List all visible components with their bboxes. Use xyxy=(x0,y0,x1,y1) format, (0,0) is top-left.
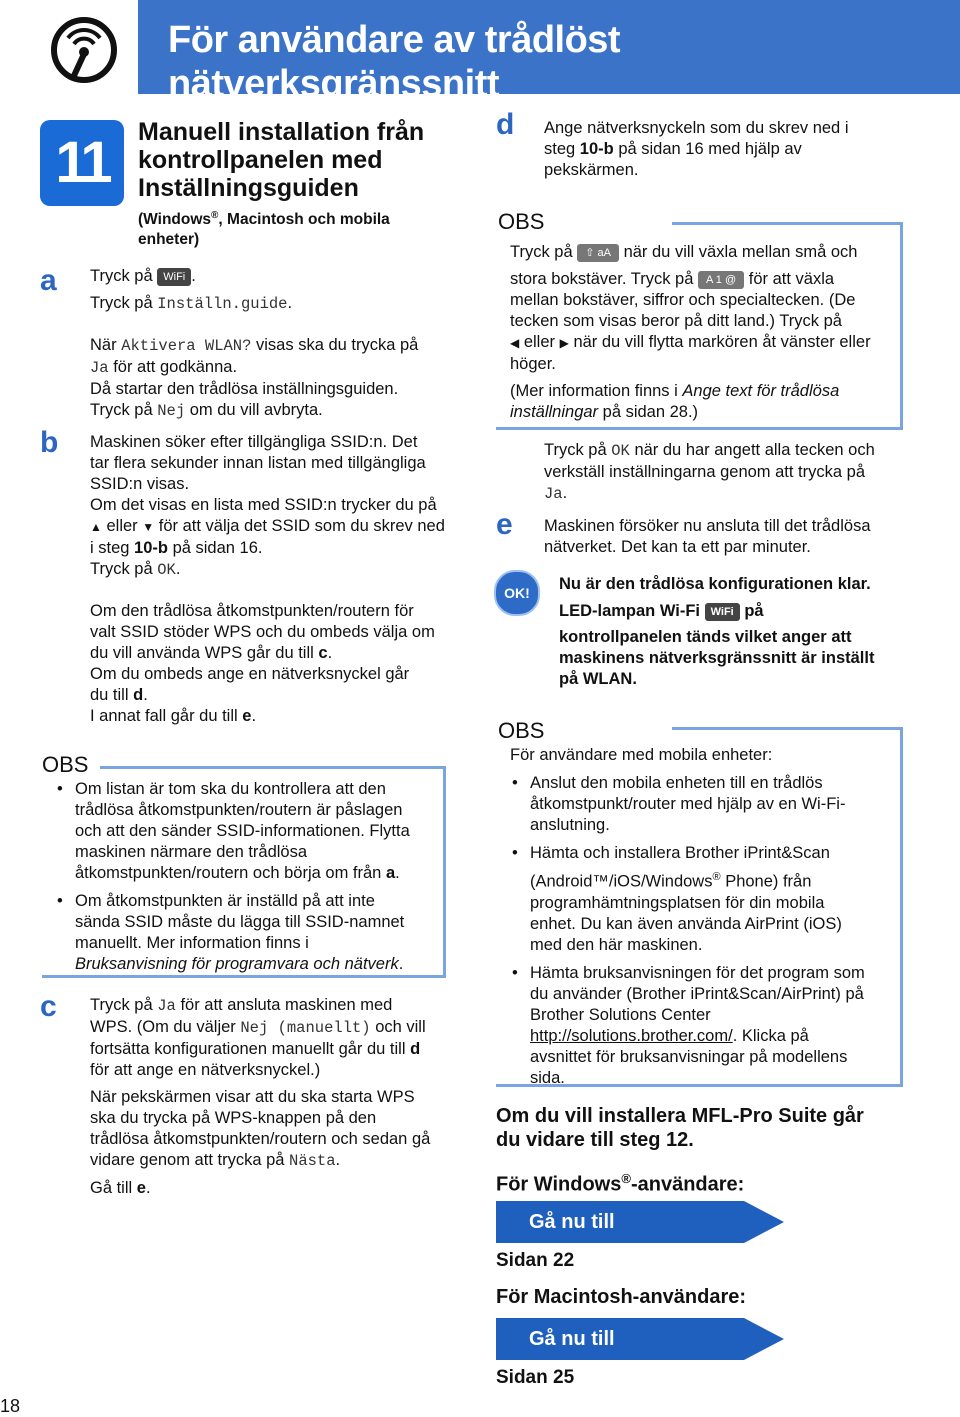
section-e: Maskinen försöker nu ansluta till det trådlösa nätverket. Det kan ta ett par minuter. xyxy=(544,517,871,556)
solutions-link[interactable]: http://solutions.brother.com/ xyxy=(530,1026,733,1045)
install-heading: Om du vill installera MFL-Pro Suite går du vidare till steg 12. xyxy=(496,1105,864,1151)
section-d-confirm: Tryck på OK när du har angett alla tecken och verkställ inställningarna genom att trycka på Ja. xyxy=(544,441,875,503)
step-letter-d: d xyxy=(496,108,515,141)
arrow-right-icon xyxy=(744,1318,784,1360)
obs-border-right xyxy=(443,766,446,978)
page-title: För användare av trådlöst nätverksgränssnitt xyxy=(168,19,621,105)
step-letter-c: c xyxy=(40,990,57,1023)
ok-message: Nu är den trådlösa konfigurationen klar. LED-lampan Wi-Fi WiFi på kontrollpanelen tänds vilket anger att maskinens nätverksgränssnitt är inställt på WLAN. xyxy=(559,575,875,688)
step-title-line: kontrollpanelen med xyxy=(138,146,383,174)
obs-list xyxy=(55,779,435,982)
obs-right1-body: Tryck på ⇧ aA när du vill växla mellan små och stora bokstäver. Tryck på A 1 @ för att växla mellan bokstäver, siffror och specialtecken. (De tecken som visas beror på ditt land.) Tryck på ◀ eller ▶ när du vill flytta markören åt vänster eller höger. (Mer information finns i Ange text för trådlösa inställningar på sidan 28.) xyxy=(510,243,871,421)
section-b: Maskinen söker efter tillgängliga SSID:n. Det tar flera sekunder innan listan med tillgängliga SSID:n visas. Om det visas en lista med SSID:n trycker du på ▲ eller ▼ för att välja det SSID som du skrev ned i steg 10-b på sidan 16. Tryck på OK. Om den trådlösa åtkomstpunkten/routern för valt SSID stöder WPS och du ombeds välja om du vill använda WPS går du till c. Om du ombeds ange en nätverksnyckel går du till d. I annat fall går du till e. xyxy=(90,433,445,725)
step-letter-b: b xyxy=(40,426,59,459)
page-number: 18 xyxy=(0,1396,21,1416)
windows-page-ref: Sidan 22 xyxy=(496,1250,575,1271)
symbol-key-icon: A 1 @ xyxy=(698,271,744,289)
obs-right2-body: För användare med mobila enheter: • Anslut den mobila enheten till en trådlös åtkomstpunkt/router med hjälp av en Wi-Fi- anslutning. • Hämta och installera Brother iPrint&Scan (Android™/iOS/Windows® Phone) från programhämtningsplatsen för din mobila enhet. Du kan även använda AirPrint (iOS) med den här maskinen. • Hämta bruksanvisningen för det program som du använder (Brother iPrint&Scan/AirPrint) på Brother Solutions Center http://solutions.brother.com/. Klicka på avsnittet för bruksanvisningar på modellens sida. xyxy=(510,745,895,1096)
shift-key-icon: ⇧ aA xyxy=(577,244,619,262)
mac-page-ref: Sidan 25 xyxy=(496,1367,575,1388)
list-item: • Anslut den mobila enheten till en trådlös åtkomstpunkt/router med hjälp av en Wi-Fi- anslutning. xyxy=(510,773,895,836)
obs-heading: OBS xyxy=(498,718,545,743)
obs-border-right xyxy=(900,222,903,430)
left-arrow-icon: ◀ xyxy=(510,336,520,350)
ok-badge-icon: OK! xyxy=(494,570,540,616)
arrow-right-icon xyxy=(744,1201,784,1243)
right-arrow-icon: ▶ xyxy=(559,336,569,350)
list-item: • Om listan är tom ska du kontrollera att den trådlösa åtkomstpunkten/routern är påslagen och att den sänder SSID-informationen. Flytta maskinen närmare den trådlösa åtkomstpunkten/routern och börja om från a. xyxy=(55,779,435,884)
up-arrow-icon: ▲ xyxy=(90,520,102,534)
goto-mac-button[interactable]: Gå nu till xyxy=(496,1318,784,1360)
header-icon-area xyxy=(0,0,138,94)
wifi-button-icon: WiFi xyxy=(157,268,191,286)
section-d: Ange nätverksnyckeln som du skrev ned i steg 10-b på sidan 16 med hjälp av pekskärmen. xyxy=(544,119,849,179)
wireless-icon xyxy=(34,14,134,84)
obs-border-right xyxy=(900,727,903,1087)
obs-border-top xyxy=(100,766,446,769)
step-subtitle: (Windows®, Macintosh och mobila enheter) xyxy=(138,210,390,249)
list-item: • Hämta bruksanvisningen för det program som du använder (Brother iPrint&Scan/AirPrint) på Brother Solutions Center http://solutions.brother.com/. Klicka på avsnittet för bruksanvisningar på modellens sida. xyxy=(510,963,895,1089)
wifi-led-icon: WiFi xyxy=(705,603,740,621)
goto-windows-button[interactable]: Gå nu till xyxy=(496,1201,784,1243)
mac-users-heading: För Macintosh-användare: xyxy=(496,1286,747,1308)
windows-users-heading: För Windows®-användare: xyxy=(496,1171,745,1196)
step-title-line: Inställningsguiden xyxy=(138,174,359,202)
obs-heading: OBS xyxy=(42,752,89,777)
obs-border-top xyxy=(672,222,903,225)
list-item: • Om åtkomstpunkten är inställd på att inte sända SSID måste du lägga till SSID-namnet manuellt. Mer information finns i Bruksanvisning för programvara och nätverk. xyxy=(55,891,435,975)
step-title-line: Manuell installation från xyxy=(138,118,425,146)
obs-border-bottom xyxy=(496,427,903,430)
list-item: • Hämta och installera Brother iPrint&Scan (Android™/iOS/Windows® Phone) från programhämtningsplatsen för din mobila enhet. Du kan även använda AirPrint (iOS) med den här maskinen. xyxy=(510,843,895,956)
step-letter-e: e xyxy=(496,508,513,541)
step-title xyxy=(138,118,424,202)
down-arrow-icon: ▼ xyxy=(142,520,155,534)
section-c: Tryck på Ja för att ansluta maskinen med WPS. (Om du väljer Nej (manuellt) och vill fortsätta konfigurationen manuellt går du till d för att ange en nätverksnyckel.) När pekskärmen visar att du ska starta WPS ska du trycka på WPS-knappen på den trådlösa åtkomstpunkten/routern och sedan gå vidare genom att trycka på Nästa. Gå till e. xyxy=(90,996,431,1197)
section-a: Tryck på WiFi . Tryck på Inställn.guide. När Aktivera WLAN? visas ska du trycka på Ja för att godkänna. Då startar den trådlösa inställningsguiden. Tryck på Nej om du vill avbryta. xyxy=(90,267,419,420)
step-number-badge: 11 xyxy=(40,120,124,206)
obs-border-top xyxy=(672,727,903,730)
step-letter-a: a xyxy=(40,264,57,297)
obs-heading: OBS xyxy=(498,209,545,234)
